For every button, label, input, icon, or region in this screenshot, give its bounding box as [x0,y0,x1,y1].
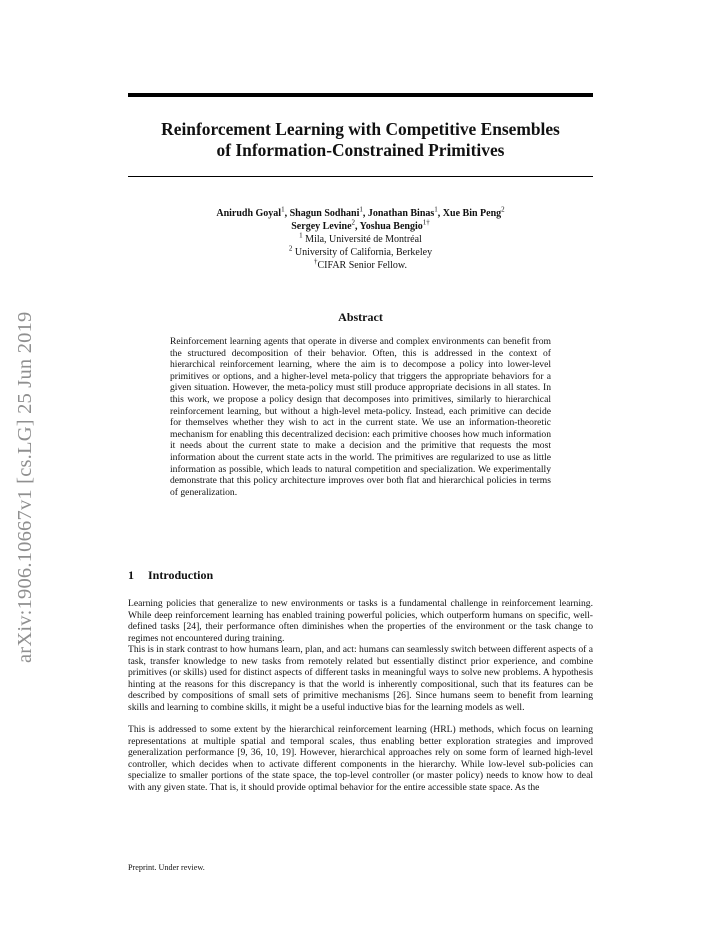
author-affil-mark: 1† [422,218,430,227]
affiliation: $^1$ Mila, Université de Montréal [299,231,422,245]
author-line: Anirudh Goyal$^1$, Shagun Sodhani$^1$, Jonathan Binas$^1$, Xue Bin Peng$^2$ [216,205,505,219]
preprint-footer: Preprint. Under review. [128,863,205,872]
author-name: Anirudh Goyal [216,208,282,219]
author-name: Xue Bin Peng [442,208,502,219]
title-top-rule [128,93,593,97]
author-block [128,207,593,272]
author-name: Sergey Levine [291,221,352,232]
author-line: Sergey Levine$^2$, Yoshua Bengio$^{1\dagger}$ [291,218,430,232]
author-name: Shagun Sodhani [289,208,360,219]
affiliation: $^2$ University of California, Berkeley [288,244,433,258]
section-heading [128,568,213,583]
paper-title [128,119,593,161]
author-name: Jonathan Binas [367,208,435,219]
author-affil-mark: 1 [281,205,285,214]
body-paragraph: Learning policies that generalize to new environments or tasks is a fundamental challenge in reinforcement learning. While deep reinforcement learning has enabled training powerful policies, which outperform humans on specific, well-defined tasks [24], their performance often diminishes when the properties of the environment or the task change to regimes not encountered during training. [128,598,593,644]
section-number: 1 [128,568,134,582]
author-affil-mark: 2 [501,205,505,214]
title-bottom-rule [128,176,593,177]
body-paragraph: This is addressed to some extent by the hierarchical reinforcement learning (HRL) methods, which focus on learning representations at multiple spatial and temporal scales, thus enabling better exploration strategies and improved generalization performance [9, 36, 10, 19]. However, hierarchical approaches rely on some form of learned high-level controller, which decides when to activate different components in the hierarchy. While low-level sub-policies can specialize to smaller portions of the state space, the top-level controller (or master policy) needs to know how to deal with any given state. That is, it should provide optimal behavior for the entire accessible state space. As the [128,724,593,793]
abstract-body: Reinforcement learning agents that operate in diverse and complex environments can benefit from the structured decomposition of their behavior. Often, this is addressed in the context of hierarchical reinforcement learning, where the aim is to decompose a policy into lower-level primitives or options, and a higher-level meta-policy that triggers the appropriate behaviors for a given situation. However, the meta-policy must still produce appropriate decisions in all states. In this work, we propose a policy design that decomposes into primitives, similarly to hierarchical reinforcement learning, but without a high-level meta-policy. Instead, each primitive can decide for themselves whether they wish to act in the current state. We use an information-theoretic mechanism for enabling this decentralized decision: each primitive chooses how much information it needs about the current state to make a decision and the primitive that requests the most information about the current state acts in the world. The primitives are regularized to use as little information as possible, which leads to natural competition and specialization. We experimentally demonstrate that this policy architecture improves over both flat and hierarchical policies in terms of generalization. [170,336,551,498]
abstract-heading: Abstract [338,310,383,324]
author-name: Yoshua Bengio [359,221,423,232]
arxiv-stamp: arXiv:1906.10667v1 [cs.LG] 25 Jun 2019 [14,311,36,663]
section-title: Introduction [148,568,214,582]
affiliation: †CIFAR Senior Fellow. [314,257,407,271]
title-line: Reinforcement Learning with Competitive Ensembles [161,119,560,139]
title-line: of Information-Constrained Primitives [216,140,505,160]
author-affil-mark: 2 [351,218,356,227]
author-affil-mark: 1 [359,205,363,214]
body-paragraph: This is in stark contrast to how humans learn, plan, and act: humans can seamlessly switch between different aspects of a task, transfer knowledge to new tasks from remotely related but essentially distinct prior experience, and combine primitives (or skills) used for distinct aspects of different tasks in meaningful ways to solve new problems. A hypothesis hinting at the reasons for this discrepancy is that the world is inherently compositional, such that its features can be described by compositions of small sets of primitive mechanisms [26]. Since humans seem to benefit from learning skills and learning to combine skills, it might be a useful inductive bias for the learning models as well. [128,644,593,713]
author-affil-mark: 1 [434,205,438,214]
